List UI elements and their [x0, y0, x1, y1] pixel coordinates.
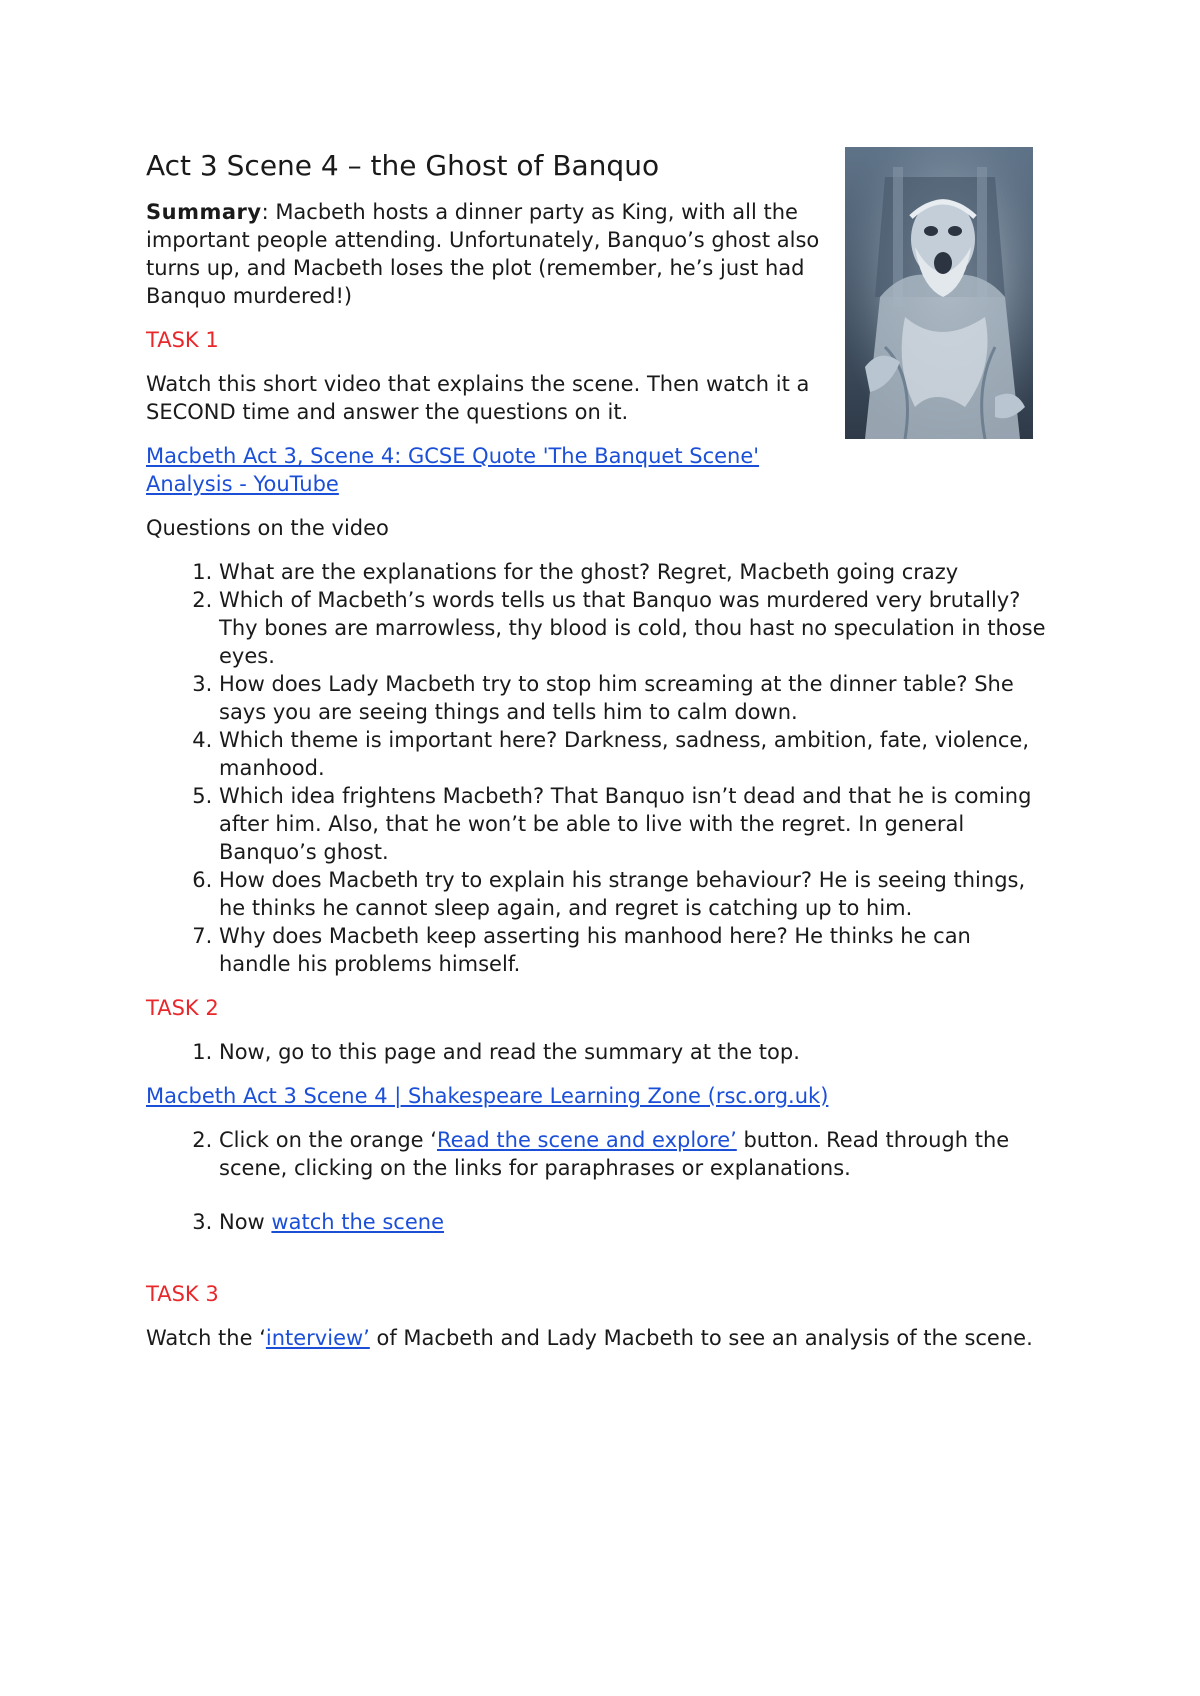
youtube-video-link[interactable]: Macbeth Act 3, Scene 4: GCSE Quote 'The Banquet Scene' Analysis - YouTube [146, 444, 760, 496]
summary-paragraph [146, 198, 826, 310]
question-item-6: 6. How does Macbeth try to explain his strange behaviour? He is seeing things, he thinks he cannot sleep again, and regret is catching up to him. [219, 866, 1046, 922]
step-3-text-before: Now [219, 1210, 272, 1234]
task-2-link-paragraph [146, 1082, 1046, 1110]
task-3-heading: TASK 3 [146, 1282, 219, 1306]
document-body [146, 140, 1046, 1368]
task-3-paragraph [146, 1324, 1046, 1352]
watch-scene-link[interactable]: watch the scene [271, 1210, 445, 1234]
task-2-list-c [146, 1208, 1046, 1236]
summary-text: : Macbeth hosts a dinner party as King, with all the important people attending. Unfortunately, Banquo’s ghost also turns up, and Macbeth loses the plot (remember, he’s just had Banquo murdered!) [146, 200, 820, 308]
task-2-step-3 [219, 1208, 1046, 1236]
task-2-list-b [146, 1126, 1046, 1182]
task-2-list-a [146, 1038, 1046, 1066]
step-2-text-before: Click on the orange ‘ [219, 1128, 437, 1152]
question-item-1: 1. What are the explanations for the ghost? Regret, Macbeth going crazy [219, 558, 1046, 586]
rsc-page-link[interactable]: Macbeth Act 3 Scene 4 | Shakespeare Learning Zone (rsc.org.uk) [146, 1084, 829, 1108]
task-1-intro: Watch this short video that explains the scene. Then watch it a SECOND time and answer the questions on it. [146, 372, 810, 424]
task-1-link-paragraph [146, 442, 826, 498]
spacer [146, 1252, 1046, 1280]
task-3-text-after: of Macbeth and Lady Macbeth to see an analysis of the scene. [369, 1326, 1033, 1350]
questions-list [146, 558, 1046, 978]
question-item-2: 2. Which of Macbeth’s words tells us that Banquo was murdered very brutally? Thy bones are marrowless, thy blood is cold, thou hast no speculation in those eyes. [219, 586, 1046, 670]
task-2-step-1: 1. Now, go to this page and read the summary at the top. [219, 1038, 1046, 1066]
interview-link[interactable]: interview’ [265, 1326, 370, 1350]
question-item-4: 4. Which theme is important here? Darkness, sadness, ambition, fate, violence, manhood. [219, 726, 1046, 782]
step-2-text-after: button. Read through the scene, clicking on the links for paraphrases or explanations. [219, 1128, 1010, 1180]
read-scene-link[interactable]: Read the scene and explore’ [436, 1128, 737, 1152]
summary-label: Summary [146, 200, 262, 224]
questions-heading: Questions on the video [146, 516, 389, 540]
question-item-3: 3. How does Lady Macbeth try to stop him screaming at the dinner table? She says you are seeing things and tells him to calm down. [219, 670, 1046, 726]
task-1-heading: TASK 1 [146, 328, 219, 352]
page-title: Act 3 Scene 4 – the Ghost of Banquo [146, 149, 660, 182]
question-item-7: 7. Why does Macbeth keep asserting his manhood here? He thinks he can handle his problems himself. [219, 922, 1046, 978]
task-2-heading: TASK 2 [146, 996, 219, 1020]
task-3-text-before: Watch the ‘ [146, 1326, 266, 1350]
task-2-step-2 [219, 1126, 1046, 1182]
question-item-5: 5. Which idea frightens Macbeth? That Banquo isn’t dead and that he is coming after him. Also, that he won’t be able to live with the regret. In general Banquo’s ghost. [219, 782, 1046, 866]
